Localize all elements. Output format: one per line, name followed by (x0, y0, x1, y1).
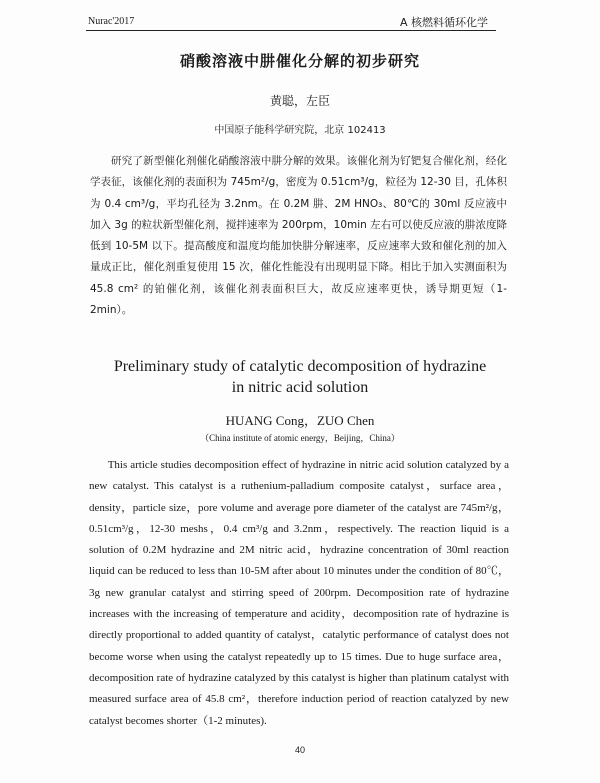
english-title-line-1: Preliminary study of catalytic decomposition of hydrazine (113, 358, 487, 375)
english-abstract: This article studies decomposition effect of hydrazine in nitric acid solution catalyzed by a new catalyst. This catalyst is a ruthenium-palladium composite catalyst，surface area，density，particle size，pore volume and average pore diameter of the catalyst are 745m²/g，0.51cm³/g，12-30 meshs，0.4 cm³/g and 3.2nm，respectively. The reaction liquid is a solution of 0.2M hydrazine and 2M nitric acid，hydrazine concentration of 30ml reaction liquid can be reduced to less than 10-5M after about 10 minutes under the condition of 80℃，3g new granular catalyst and stirring speed of 200rpm. Decomposition rate of hydrazine increases with the increasing of temperature and acidity，decomposition rate of hydrazine is directly proportional to added quantity of catalyst，catalytic performance of catalyst does not become worse when using the catalyst repeatedly up to 15 times. Due to huge surface area，decomposition rate of hydrazine catalyzed by this catalyst is higher than platinum catalyst with measured surface area of 45.8 cm²，therefore induction period of reaction catalyzed by new catalyst becomes shorter（1-2 minutes). (89, 459, 509, 727)
english-title-line-2: in nitric acid solution (231, 379, 369, 396)
english-title (0, 356, 600, 398)
running-header-right: A 核燃料循环化学 (399, 16, 488, 29)
chinese-title: 硝酸溶液中肼催化分解的初步研究 (179, 52, 420, 70)
english-affiliation: （China institute of atomic energy，Beijing，China） (200, 433, 400, 443)
header-rule (86, 30, 496, 31)
running-header-left: Nurac'2017 (88, 16, 135, 27)
english-authors: HUANG Cong，ZUO Chen (225, 413, 375, 428)
chinese-abstract: 研究了新型催化剂催化硝酸溶液中肼分解的效果。该催化剂为钌钯复合催化剂，经化学表征，该催化剂的表面积为 745m²/g，密度为 0.51cm³/g，粒径为 12-30 目，孔体积为 0.4 cm³/g，平均孔径为 3.2nm。在 0.2M 肼、2M HNO₃、80℃的 30ml 反应液中加入 3g 的粒状新型催化剂，搅拌速率为 200rpm，10min 左右可以使反应液的肼浓度降低到 10-5M 以下。提高酸度和温度均能加快肼分解速率，反应速率大致和催化剂的加入量成正比，催化剂重复使用 15 次，催化性能没有出现明显下降。相比于加入实测面积为 45.8 cm² 的铂催化剂，该催化剂表面积巨大，故反应速率更快，诱导期更短（1-2min）。 (90, 155, 507, 317)
chinese-authors: 黄聪，左臣 (269, 94, 330, 108)
page-number: 40 (294, 745, 305, 755)
chinese-affiliation: 中国原子能科学研究院，北京 102413 (214, 125, 386, 136)
